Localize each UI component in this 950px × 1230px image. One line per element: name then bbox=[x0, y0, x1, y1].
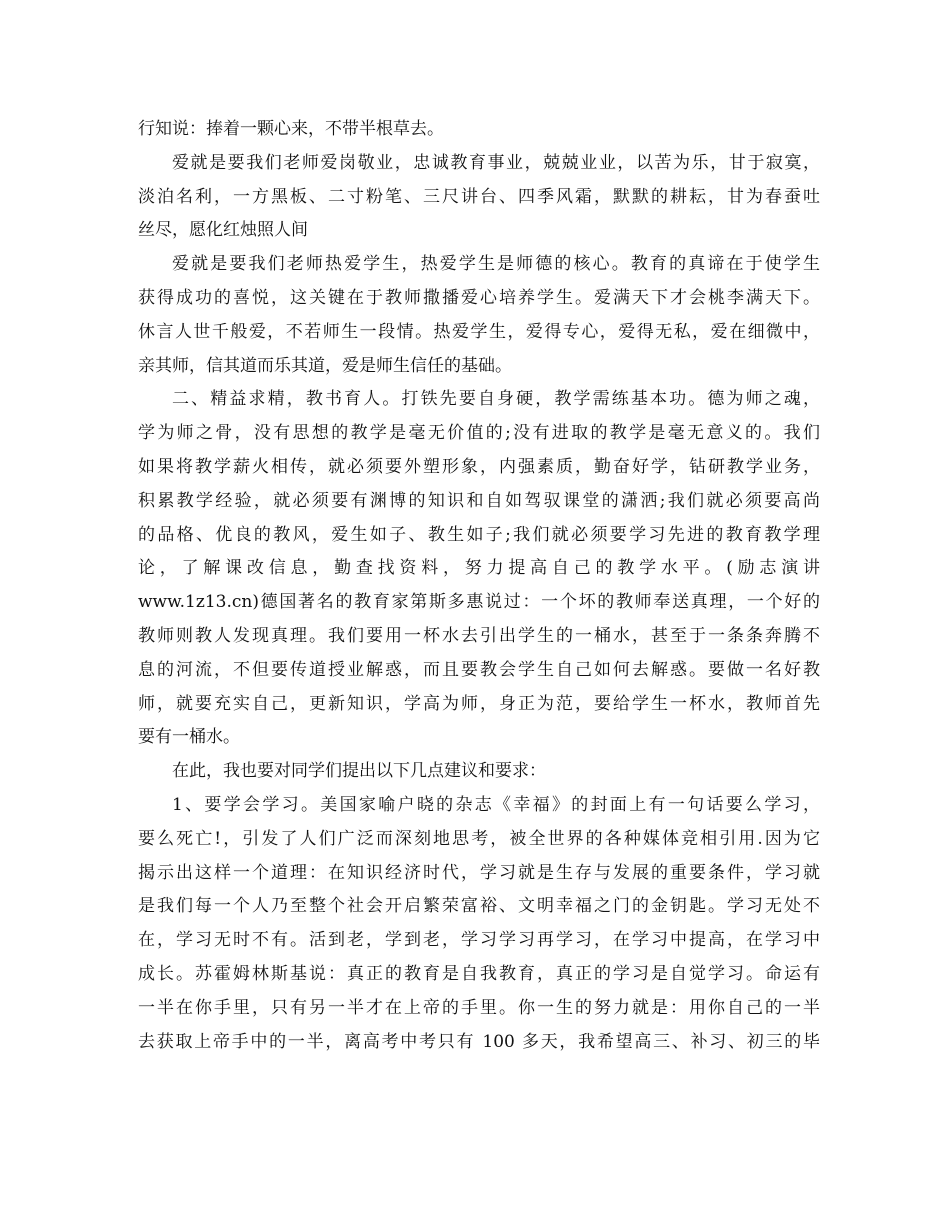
text-line: 如果将教学薪火相传，就必须要外塑形象，内强素质，勤奋好学，钻研教学业务， bbox=[138, 456, 820, 477]
text-line: 息的河流，不但要传道授业解惑，而且要教会学生自己如何去解惑。要做一名好教 bbox=[138, 659, 820, 680]
text-line: 二、精益求精，教书育人。打铁先要自身硬，教学需练基本功。德为师之魂， bbox=[172, 389, 820, 410]
text-line: 休言人世千般爱，不若师生一段情。热爱学生，爱得专心，爱得无私，爱在细微中， bbox=[138, 321, 820, 342]
text-line: 淡泊名利，一方黑板、二寸粉笔、三尺讲台、四季风霜，默默的耕耘，甘为春蚕吐 bbox=[138, 186, 820, 207]
text-line: 爱就是要我们老师热爱学生，热爱学生是师德的核心。教育的真谛在于使学生 bbox=[172, 254, 820, 275]
text-line: 是我们每一个人乃至整个社会开启繁荣富裕、文明幸福之门的金钥匙。学习无处不 bbox=[138, 896, 820, 917]
text-line: 学为师之骨，没有思想的教学是毫无价值的;没有进取的教学是毫无意义的。我们 bbox=[138, 423, 820, 444]
text-line: 在，学习无时不有。活到老，学到老，学习学习再学习，在学习中提高，在学习中 bbox=[138, 930, 820, 951]
text-line: www.1z13.cn)德国著名的教育家第斯多惠说过：一个坏的教师奉送真理，一个好的 bbox=[138, 592, 820, 613]
text-line: 积累教学经验，就必须要有渊博的知识和自如驾驭课堂的潇洒;我们就必须要高尚 bbox=[138, 490, 820, 511]
text-line: 亲其师，信其道而乐其道，爱是师生信任的基础。 bbox=[138, 355, 512, 376]
text-line: 爱就是要我们老师爱岗敬业，忠诚教育事业，兢兢业业，以苦为乐，甘于寂寞， bbox=[172, 152, 820, 173]
text-line: 揭示出这样一个道理：在知识经济时代，学习就是生存与发展的重要条件，学习就 bbox=[138, 862, 820, 883]
text-line: 要么死亡!，引发了人们广泛而深刻地思考，被全世界的各种媒体竞相引用.因为它 bbox=[138, 828, 820, 849]
text-line: 一半在你手里，只有另一半才在上帝的手里。你一生的努力就是：用你自己的一半 bbox=[138, 997, 820, 1018]
text-line: 获得成功的喜悦，这关键在于教师撒播爱心培养学生。爱满天下才会桃李满天下。 bbox=[138, 287, 820, 308]
text-line: 丝尽，愿化红烛照人间 bbox=[138, 220, 308, 241]
text-line: 成长。苏霍姆林斯基说：真正的教育是自我教育，真正的学习是自觉学习。命运有 bbox=[138, 963, 820, 984]
text-line: 师，就要充实自己，更新知识，学高为师，身正为范，要给学生一杯水，教师首先 bbox=[138, 693, 820, 714]
text-line: 1、要学会学习。美国家喻户晓的杂志《幸福》的封面上有一句话要么学习， bbox=[172, 794, 820, 815]
text-line: 教师则教人发现真理。我们要用一杯水去引出学生的一桶水，甚至于一条条奔腾不 bbox=[138, 625, 820, 646]
text-line: 去获取上帝手中的一半，离高考中考只有 100 多天，我希望高三、补习、初三的毕 bbox=[138, 1031, 820, 1052]
text-line: 的品格、优良的教风，爱生如子、教生如子;我们就必须要学习先进的教育教学理 bbox=[138, 524, 820, 545]
text-line: 要有一桶水。 bbox=[138, 727, 240, 748]
text-line: 论，了解课改信息，勤查找资料，努力提高自己的教学水平。(励志演讲 bbox=[138, 558, 820, 579]
document-body bbox=[138, 113, 820, 1059]
text-line: 行知说：捧着一颗心来，不带半根草去。 bbox=[138, 119, 444, 139]
text-line: 在此，我也要对同学们提出以下几点建议和要求： bbox=[172, 761, 546, 782]
